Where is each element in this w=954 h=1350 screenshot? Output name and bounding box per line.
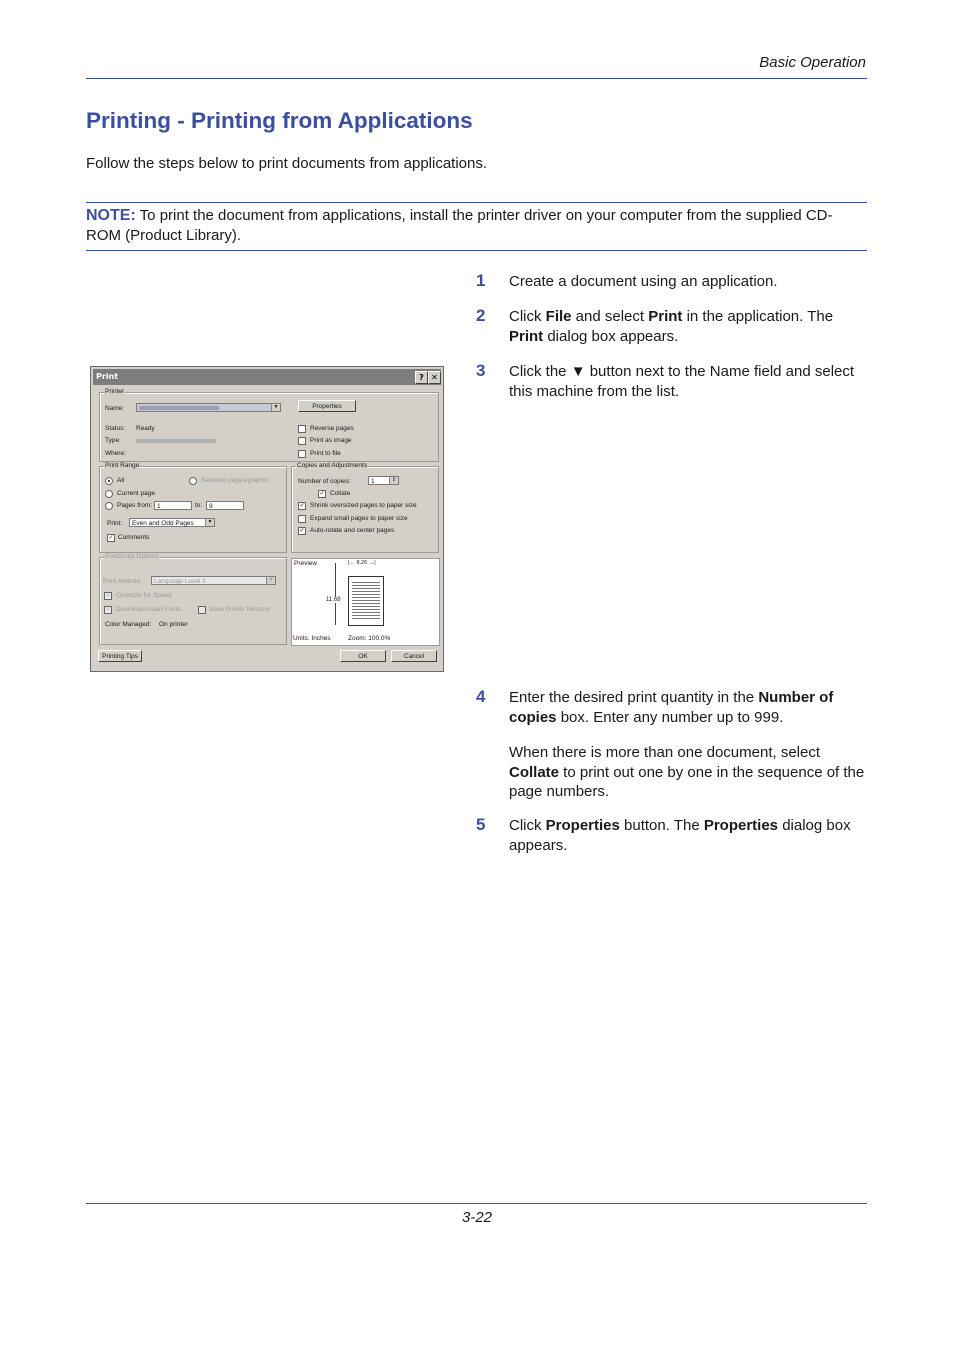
- footer-rule: [86, 1203, 867, 1204]
- type-label: Type:: [105, 437, 121, 444]
- copies-group: Copies and Adjustments: [291, 466, 439, 553]
- chevron-down-icon[interactable]: ▼: [205, 519, 214, 526]
- note-bottom-rule: [86, 250, 867, 251]
- page-title: Printing - Printing from Applications: [86, 108, 473, 133]
- pages-from-label: Pages from:: [117, 502, 153, 509]
- comments-checkbox[interactable]: ✓: [108, 535, 114, 541]
- to-label: to:: [195, 502, 203, 509]
- color-managed-value: On printer: [159, 621, 188, 628]
- help-button[interactable]: ?: [415, 371, 428, 384]
- download-fonts-checkbox[interactable]: ✓: [105, 607, 111, 613]
- where-label: Where:: [105, 450, 126, 457]
- units-label: Units: Inches: [293, 635, 331, 642]
- comments-label: Comments: [118, 534, 150, 541]
- height-dimension: 11.68: [326, 597, 341, 603]
- note-block: [86, 206, 867, 245]
- print-method-select[interactable]: Language Level 3 ▼: [151, 576, 276, 585]
- chevron-down-icon[interactable]: ▼: [271, 404, 280, 411]
- current-page-label: Current page: [117, 490, 155, 497]
- current-page-radio[interactable]: [105, 490, 113, 498]
- reverse-pages-checkbox[interactable]: [298, 425, 306, 433]
- close-icon[interactable]: ✕: [428, 371, 441, 384]
- printing-tips-button[interactable]: Printing Tips: [98, 650, 142, 662]
- all-radio[interactable]: [105, 477, 113, 485]
- selected-pages-label: Selected pages/graphic: [201, 477, 269, 484]
- all-label: All: [117, 477, 125, 484]
- step-3-text: Click the ▼ button next to the Name field and select this machine from the list.: [509, 363, 855, 400]
- copies-input[interactable]: 1 ⇕: [368, 476, 399, 485]
- print-range-group: Print Range: [99, 466, 287, 553]
- optimize-speed-checkbox[interactable]: ✓: [105, 593, 111, 599]
- shrink-label: Shrink oversized pages to paper size: [310, 502, 417, 509]
- expand-checkbox[interactable]: [298, 515, 306, 523]
- save-memory-checkbox[interactable]: [198, 606, 206, 614]
- step-number: 3: [476, 361, 486, 380]
- pages-to-input[interactable]: 9: [206, 501, 244, 510]
- printer-name-select[interactable]: [136, 403, 281, 412]
- step-1-text: Create a document using an application.: [509, 273, 778, 290]
- height-dimension-line: [335, 563, 336, 625]
- print-to-file-label: Print to file: [310, 450, 341, 457]
- selected-pages-radio[interactable]: [189, 477, 197, 485]
- print-as-image-checkbox[interactable]: [298, 437, 306, 445]
- expand-label: Expand small pages to paper size: [310, 515, 408, 522]
- print-to-file-checkbox[interactable]: [298, 450, 306, 458]
- reverse-pages-label: Reverse pages: [310, 425, 354, 432]
- properties-button[interactable]: Properties: [298, 400, 356, 412]
- spinner-icon[interactable]: ⇕: [389, 477, 398, 484]
- print-subset-select[interactable]: Even and Odd Pages ▼: [129, 518, 215, 527]
- printer-type-blurred: [136, 439, 216, 443]
- cancel-button[interactable]: Cancel: [391, 650, 437, 662]
- page-number: 3-22: [461, 1209, 493, 1226]
- print-as-image-label: Print as image: [310, 437, 352, 444]
- print-method-label: Print Method:: [103, 578, 142, 585]
- step-4-paragraph-2: When there is more than one document, select Collate to print out one by one in the sequence of the page numbers.: [509, 744, 865, 800]
- printer-group: Printer: [99, 392, 439, 462]
- save-memory-label: Save Printer Memory: [209, 606, 271, 613]
- dialog-titlebar: [93, 369, 441, 385]
- shrink-checkbox[interactable]: ✓: [299, 503, 305, 509]
- name-label: Name:: [105, 405, 125, 412]
- note-top-rule: [86, 202, 867, 203]
- auto-rotate-checkbox[interactable]: ✓: [299, 528, 305, 534]
- pages-from-radio[interactable]: [105, 502, 113, 510]
- print-subset-label: Print:: [107, 520, 123, 527]
- optimize-speed-label: Optimize for Speed: [116, 592, 172, 599]
- download-fonts-label: Download Asian Fonts: [116, 606, 181, 613]
- step-5-text: Click Properties button. The Properties dialog box appears.: [509, 817, 851, 854]
- width-dimension: |← 8.26 →|: [348, 560, 376, 566]
- ok-button[interactable]: OK: [340, 650, 386, 662]
- step-number: 4: [476, 687, 486, 706]
- step-number: 2: [476, 306, 486, 325]
- color-managed-label: Color Managed:: [105, 621, 152, 628]
- intro-text: Follow the steps below to print documents from applications.: [86, 155, 488, 172]
- header-rule: [86, 78, 867, 79]
- chevron-down-icon[interactable]: ▼: [266, 577, 275, 584]
- step-number: 1: [476, 271, 486, 290]
- collate-label: Collate: [330, 490, 351, 497]
- auto-rotate-label: Auto-rotate and center pages: [310, 527, 395, 534]
- step-number: 5: [476, 815, 486, 834]
- collate-checkbox[interactable]: ✓: [319, 491, 325, 497]
- step-4-text: Enter the desired print quantity in the Number of copies box. Enter any number up to 999.: [509, 689, 834, 726]
- pages-from-input[interactable]: 1: [154, 501, 192, 510]
- copies-label: Number of copies:: [298, 478, 351, 485]
- note-text: To print the document from applications, install the printer driver on your computer from the supplied CD-ROM (Product Library).: [86, 207, 833, 244]
- note-label: NOTE:: [86, 207, 136, 224]
- dialog-title: Print: [96, 372, 119, 381]
- page-preview-thumbnail: [348, 576, 384, 626]
- zoom-label: Zoom: 100.0%: [348, 635, 391, 642]
- step-2-text: Click File and select Print in the application. The Print dialog box appears.: [509, 308, 834, 345]
- postscript-group: PostScript Options: [99, 557, 287, 645]
- status-value: Ready: [136, 425, 155, 432]
- status-label: Status:: [105, 425, 126, 432]
- preview-label: Preview: [294, 560, 318, 567]
- running-header: Basic Operation: [759, 54, 866, 71]
